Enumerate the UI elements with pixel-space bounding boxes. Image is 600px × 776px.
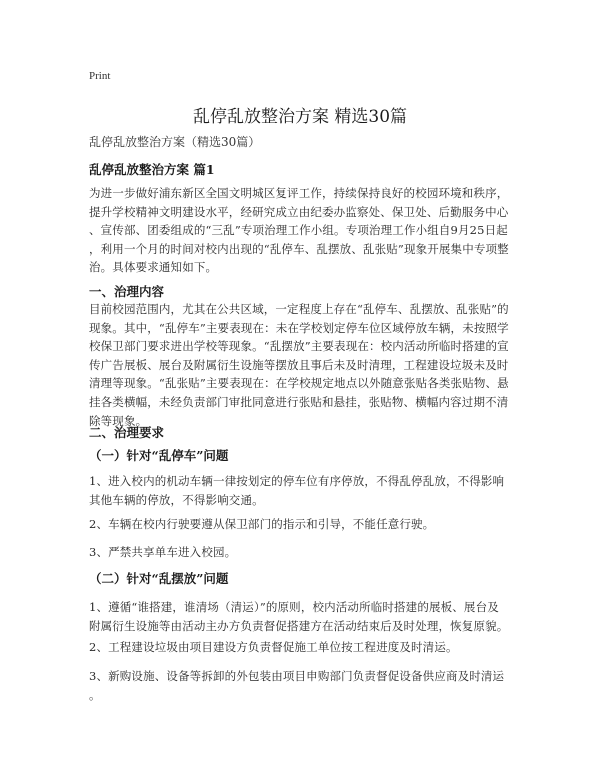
- list-item-line: 其他车辆的停放，不得影响交通。: [89, 492, 264, 507]
- list-item-line: 1、遵循“谁搭建，谁清场（清运）”的原则，校内活动所临时搭建的展板、展台及: [89, 600, 499, 614]
- list-item: [89, 472, 517, 509]
- list-item-line: 3、严禁共享单车进入校园。: [89, 545, 237, 559]
- heading-governance-content: 一、治理内容: [89, 284, 165, 299]
- intro-paragraph: [89, 184, 517, 277]
- list-item: [89, 638, 517, 657]
- paragraph-line: ，利用一个月的时间对校内出现的“乱停车、乱摆放、乱张贴”现象开展集中专项整: [89, 241, 509, 256]
- paragraph-line: 提升学校精神文明建设水平，经研究成立由纪委办监察处、保卫处、后勤服务中心: [89, 204, 509, 219]
- paragraph-line: 除等现象。: [89, 413, 148, 428]
- content-paragraph: [89, 300, 517, 430]
- paragraph-line: 为进一步做好浦东新区全国文明城区复评工作，持续保持良好的校园环境和秩序，: [89, 186, 509, 200]
- document-subtitle: 乱停乱放整治方案（精选30篇）: [89, 135, 261, 149]
- list-item: [89, 598, 517, 635]
- list-item: [89, 543, 517, 562]
- list-item-line: 附属衍生设施等由活动主办方负责督促搭建方在活动结束后及时处理，恢复原貌。: [89, 618, 509, 633]
- page-title: 乱停乱放整治方案 精选30篇: [192, 107, 408, 127]
- list-item-line: 2、车辆在校内行驶要遵从保卫部门的指示和引导，不能任意行驶。: [89, 517, 435, 531]
- section-heading: 乱停乱放整治方案 篇1: [89, 162, 215, 177]
- paragraph-line: 传广告展板、展台及附属衍生设施等摆放且事后未及时清理，工程建设垃圾未及时: [89, 357, 509, 372]
- list-item-line: 3、新购设施、设备等拆卸的外包装由项目申购部门负责督促设备供应商及时清运: [89, 669, 505, 683]
- paragraph-line: 、宣传部、团委组成的“三乱”专项治理工作小组。专项治理工作小组自9月25日起: [89, 223, 508, 238]
- heading-parking-issue: （一）针对“乱停车”问题: [89, 448, 229, 463]
- print-link[interactable]: Print: [89, 70, 111, 82]
- heading-placement-issue: （二）针对“乱摆放”问题: [89, 571, 229, 586]
- list-item-line: 。: [89, 687, 101, 702]
- paragraph-line: 治。具体要求通知如下。: [89, 260, 218, 275]
- paragraph-line: 清理等现象。“乱张贴”主要表现在：在学校规定地点以外随意张贴各类张贴物、悬: [89, 376, 509, 391]
- paragraph-line: 校保卫部门要求进出学校等现象。“乱摆放”主要表现在：校内活动所临时搭建的宣: [89, 339, 509, 354]
- list-item: [89, 667, 517, 704]
- list-item-line: 2、工程建设垃圾由项目建设方负责督促施工单位按工程进度及时清运。: [89, 640, 458, 654]
- paragraph-line: 现象。其中，“乱停车”主要表现在：未在学校划定停车位区域停放车辆，未按照学: [89, 320, 509, 335]
- heading-governance-requirements: 二、治理要求: [89, 425, 165, 440]
- paragraph-line: 目前校园范围内，尤其在公共区域，一定程度上存在“乱停车、乱摆放、乱张贴”的: [89, 302, 509, 316]
- list-item: [89, 515, 517, 534]
- list-item-line: 1、进入校内的机动车辆一律按划定的停车位有序停放，不得乱停乱放，不得影响: [89, 474, 505, 488]
- paragraph-line: 挂各类横幅，未经负责部门审批同意进行张贴和悬挂，张贴物、横幅内容过期不清: [89, 394, 509, 409]
